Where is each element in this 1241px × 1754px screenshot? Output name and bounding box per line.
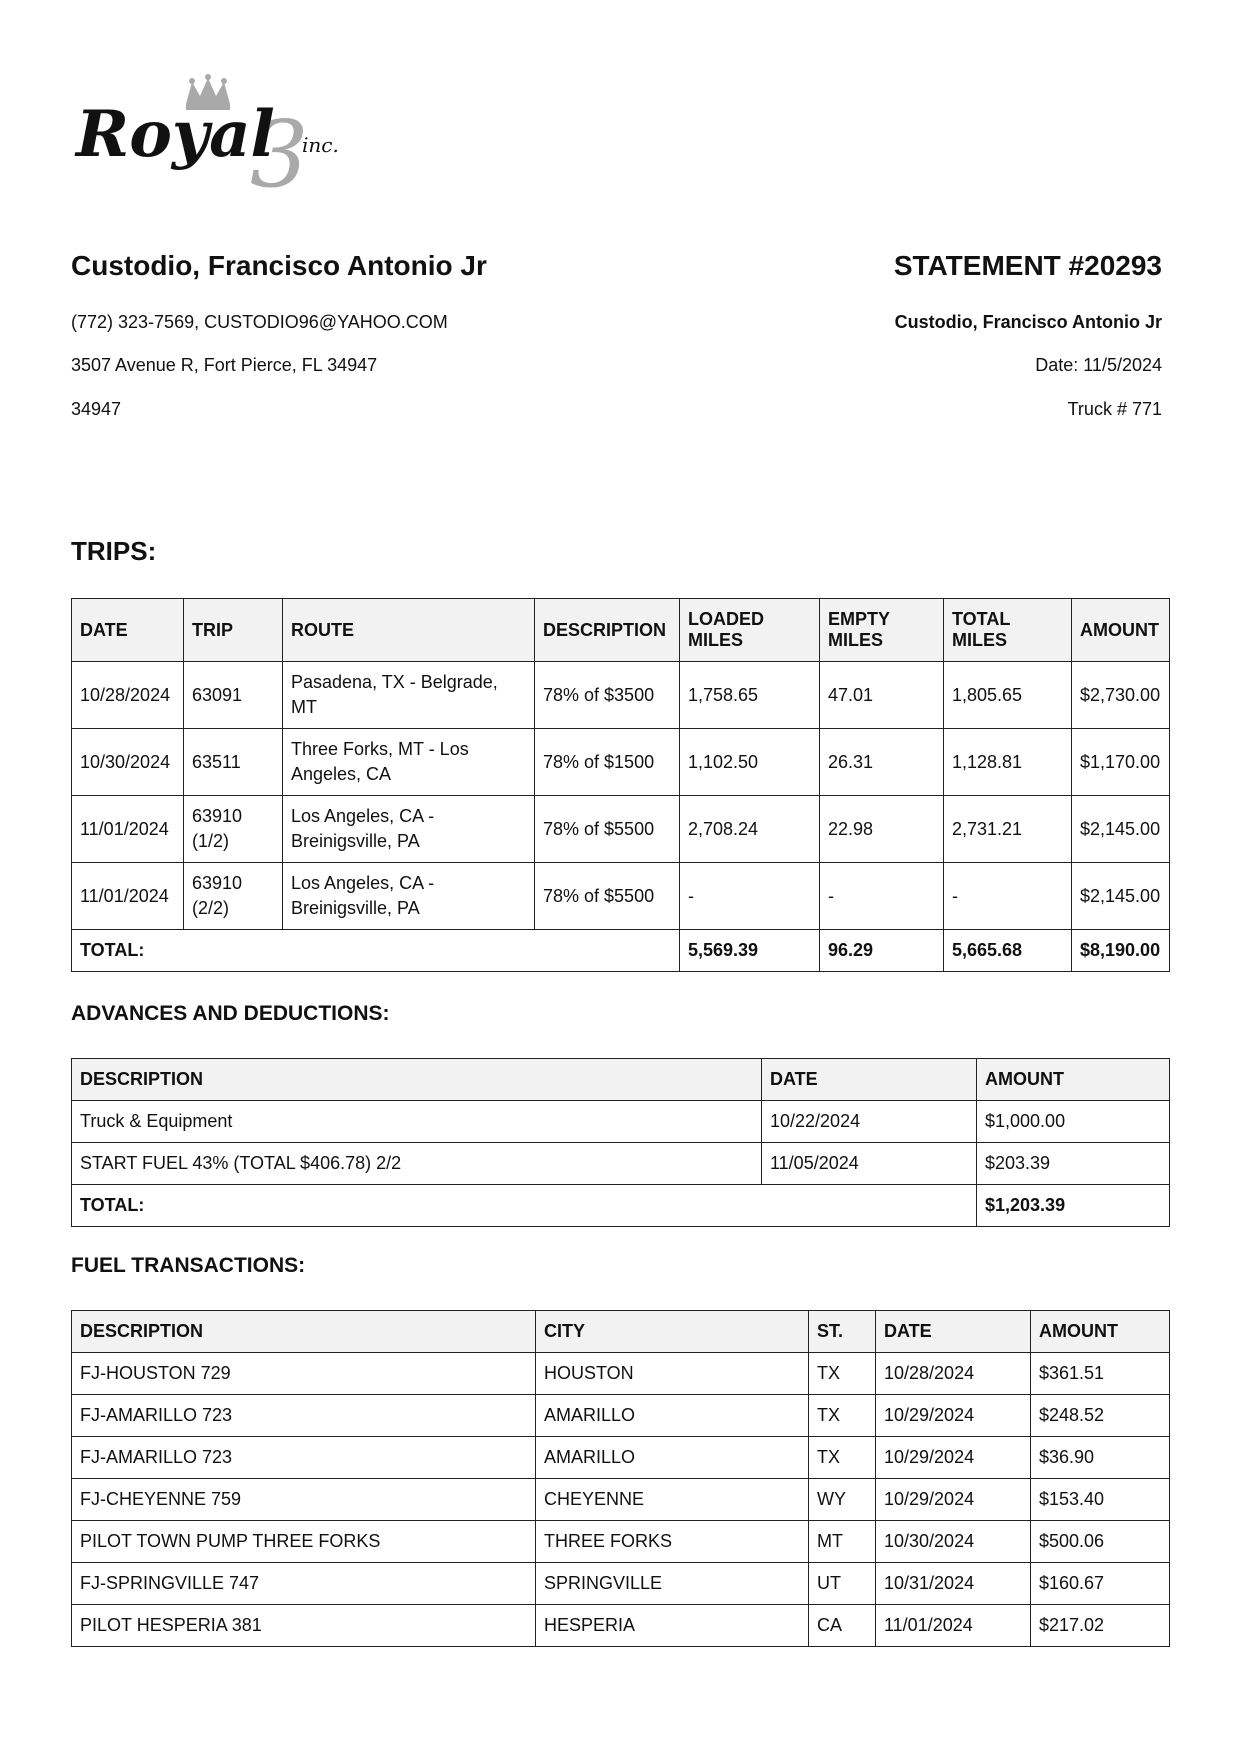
- table-cell: 2,731.21: [944, 796, 1072, 863]
- table-cell: $2,730.00: [1072, 662, 1170, 729]
- table-cell: 78% of $3500: [535, 662, 680, 729]
- table-cell: FJ-AMARILLO 723: [72, 1437, 536, 1479]
- table-cell: 78% of $1500: [535, 729, 680, 796]
- table-row: [72, 1563, 1170, 1605]
- table-cell: 63910 (1/2): [184, 796, 283, 863]
- table-row: [72, 729, 1170, 796]
- table-cell: FJ-HOUSTON 729: [72, 1353, 536, 1395]
- column-header: DATE: [762, 1059, 977, 1101]
- table-cell: 63511: [184, 729, 283, 796]
- table-row: [72, 1101, 1170, 1143]
- table-row: [72, 1437, 1170, 1479]
- column-header: ST.: [809, 1311, 876, 1353]
- table-cell: PILOT HESPERIA 381: [72, 1605, 536, 1647]
- table-cell: 2,708.24: [680, 796, 820, 863]
- trips-table: [71, 598, 1170, 972]
- table-row: [72, 1605, 1170, 1647]
- logo-suffix: inc.: [302, 133, 339, 157]
- table-cell: SPRINGVILLE: [536, 1563, 809, 1605]
- driver-contact: (772) 323-7569, CUSTODIO96@YAHOO.COM: [71, 312, 448, 332]
- column-header: DATE: [876, 1311, 1031, 1353]
- column-header: EMPTY MILES: [820, 599, 944, 662]
- table-cell: $153.40: [1031, 1479, 1170, 1521]
- table-cell: $361.51: [1031, 1353, 1170, 1395]
- table-cell: 63910 (2/2): [184, 863, 283, 930]
- table-header-row: [72, 1059, 1170, 1101]
- fuel-section-title: FUEL TRANSACTIONS:: [71, 1254, 306, 1277]
- table-cell: PILOT TOWN PUMP THREE FORKS: [72, 1521, 536, 1563]
- statement-title: STATEMENT #20293: [893, 250, 1162, 281]
- statement-driver-name: Custodio, Francisco Antonio Jr: [894, 312, 1162, 332]
- column-header: DESCRIPTION: [535, 599, 680, 662]
- trips-section-title: TRIPS:: [71, 536, 157, 566]
- statement-date: Date: 11/5/2024: [1035, 355, 1162, 375]
- table-cell: 78% of $5500: [535, 863, 680, 930]
- column-header: AMOUNT: [1072, 599, 1170, 662]
- total-loaded-miles: 5,569.39: [680, 930, 820, 972]
- total-label: TOTAL:: [72, 1185, 977, 1227]
- table-cell: 22.98: [820, 796, 944, 863]
- table-cell: MT: [809, 1521, 876, 1563]
- table-cell: 1,805.65: [944, 662, 1072, 729]
- table-cell: AMARILLO: [536, 1395, 809, 1437]
- table-cell: THREE FORKS: [536, 1521, 809, 1563]
- table-cell: TX: [809, 1353, 876, 1395]
- table-cell: Pasadena, TX - Belgrade, MT: [283, 662, 535, 729]
- driver-name-heading: Custodio, Francisco Antonio Jr: [71, 250, 487, 281]
- table-cell: 26.31: [820, 729, 944, 796]
- fuel-table: [71, 1310, 1170, 1647]
- table-cell: AMARILLO: [536, 1437, 809, 1479]
- table-cell: $2,145.00: [1072, 863, 1170, 930]
- table-cell: 10/22/2024: [762, 1101, 977, 1143]
- advances-table: [71, 1058, 1170, 1227]
- table-cell: 10/28/2024: [876, 1353, 1031, 1395]
- table-cell: 10/30/2024: [72, 729, 184, 796]
- table-row: [72, 1479, 1170, 1521]
- table-cell: 10/28/2024: [72, 662, 184, 729]
- total-empty-miles: 96.29: [820, 930, 944, 972]
- driver-zip: 34947: [71, 399, 122, 419]
- driver-address: 3507 Avenue R, Fort Pierce, FL 34947: [71, 355, 378, 375]
- table-cell: $217.02: [1031, 1605, 1170, 1647]
- table-cell: $248.52: [1031, 1395, 1170, 1437]
- trips-total-row: [72, 930, 1170, 972]
- table-cell: 10/29/2024: [876, 1479, 1031, 1521]
- table-cell: 10/31/2024: [876, 1563, 1031, 1605]
- table-cell: $36.90: [1031, 1437, 1170, 1479]
- table-row: [72, 1353, 1170, 1395]
- column-header: CITY: [536, 1311, 809, 1353]
- table-cell: $500.06: [1031, 1521, 1170, 1563]
- total-miles: 5,665.68: [944, 930, 1072, 972]
- table-cell: Three Forks, MT - Los Angeles, CA: [283, 729, 535, 796]
- table-cell: 10/29/2024: [876, 1395, 1031, 1437]
- table-row: [72, 1521, 1170, 1563]
- table-cell: CA: [809, 1605, 876, 1647]
- table-cell: 10/30/2024: [876, 1521, 1031, 1563]
- table-cell: CHEYENNE: [536, 1479, 809, 1521]
- column-header: LOADED MILES: [680, 599, 820, 662]
- table-cell: HESPERIA: [536, 1605, 809, 1647]
- table-cell: 11/05/2024: [762, 1143, 977, 1185]
- table-cell: FJ-CHEYENNE 759: [72, 1479, 536, 1521]
- table-cell: 11/01/2024: [876, 1605, 1031, 1647]
- advances-section-title: ADVANCES AND DEDUCTIONS:: [71, 1002, 390, 1025]
- column-header: TRIP: [184, 599, 283, 662]
- table-cell: 1,128.81: [944, 729, 1072, 796]
- table-cell: $1,170.00: [1072, 729, 1170, 796]
- column-header: ROUTE: [283, 599, 535, 662]
- table-cell: 78% of $5500: [535, 796, 680, 863]
- table-row: [72, 662, 1170, 729]
- table-cell: $160.67: [1031, 1563, 1170, 1605]
- table-cell: $2,145.00: [1072, 796, 1170, 863]
- table-cell: Truck & Equipment: [72, 1101, 762, 1143]
- table-cell: WY: [809, 1479, 876, 1521]
- table-cell: 47.01: [820, 662, 944, 729]
- table-cell: -: [680, 863, 820, 930]
- table-cell: 11/01/2024: [72, 863, 184, 930]
- logo-wordmark: Royal: [76, 97, 275, 172]
- table-header-row: [72, 1311, 1170, 1353]
- table-cell: 1,758.65: [680, 662, 820, 729]
- total-label: TOTAL:: [72, 930, 680, 972]
- table-cell: UT: [809, 1563, 876, 1605]
- table-cell: 1,102.50: [680, 729, 820, 796]
- column-header: DESCRIPTION: [72, 1311, 536, 1353]
- table-cell: START FUEL 43% (TOTAL $406.78) 2/2: [72, 1143, 762, 1185]
- total-amount: $1,203.39: [977, 1185, 1170, 1227]
- table-row: [72, 1143, 1170, 1185]
- table-row: [72, 863, 1170, 930]
- column-header: AMOUNT: [977, 1059, 1170, 1101]
- total-amount: $8,190.00: [1072, 930, 1170, 972]
- table-cell: HOUSTON: [536, 1353, 809, 1395]
- logo-number: 3: [250, 101, 309, 194]
- table-cell: 10/29/2024: [876, 1437, 1031, 1479]
- table-cell: FJ-SPRINGVILLE 747: [72, 1563, 536, 1605]
- column-header: AMOUNT: [1031, 1311, 1170, 1353]
- table-cell: 63091: [184, 662, 283, 729]
- table-cell: 11/01/2024: [72, 796, 184, 863]
- column-header: TOTAL MILES: [944, 599, 1072, 662]
- column-header: DESCRIPTION: [72, 1059, 762, 1101]
- table-cell: TX: [809, 1437, 876, 1479]
- table-header-row: [72, 599, 1170, 662]
- table-cell: -: [944, 863, 1072, 930]
- advances-total-row: [72, 1185, 1170, 1227]
- statement-truck: Truck # 771: [1067, 399, 1162, 419]
- table-cell: -: [820, 863, 944, 930]
- table-row: [72, 796, 1170, 863]
- company-logo: [74, 74, 394, 194]
- table-row: [72, 1395, 1170, 1437]
- column-header: DATE: [72, 599, 184, 662]
- table-cell: $203.39: [977, 1143, 1170, 1185]
- table-cell: $1,000.00: [977, 1101, 1170, 1143]
- table-cell: FJ-AMARILLO 723: [72, 1395, 536, 1437]
- table-cell: Los Angeles, CA - Breinigsville, PA: [283, 796, 535, 863]
- table-cell: Los Angeles, CA - Breinigsville, PA: [283, 863, 535, 930]
- table-cell: TX: [809, 1395, 876, 1437]
